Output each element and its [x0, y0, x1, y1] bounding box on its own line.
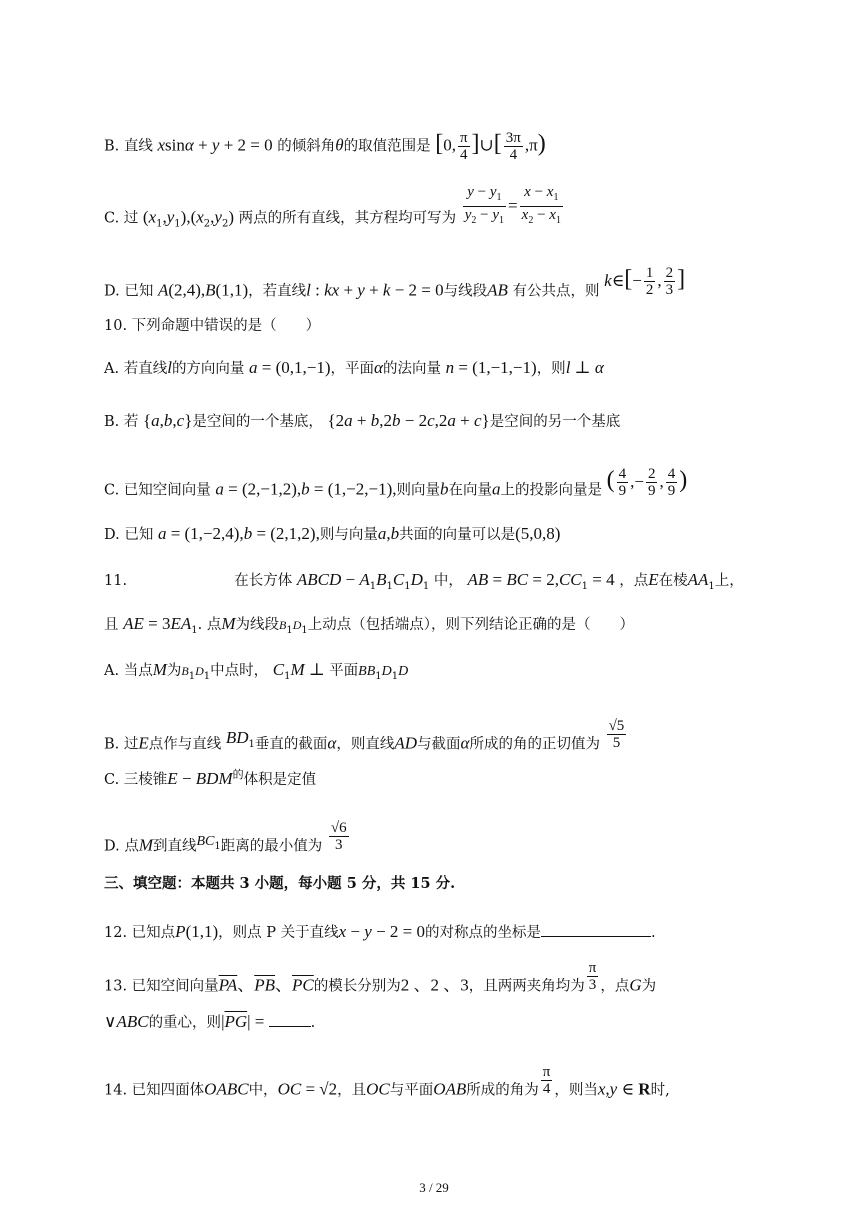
- option-10b: B. 若 {a,b,c}是空间的一个基底， {2a + b,2b − 2c,2a + c}是空间的另一个基底: [104, 411, 621, 430]
- section-heading: 三、填空题：本题共 3 小题，每小题 5 分，共 15 分.: [104, 875, 456, 892]
- text: 垂直的截面: [254, 736, 328, 753]
- text: 上的投影向量是: [500, 482, 602, 499]
- option-label: A. 若直线: [104, 361, 168, 377]
- text: 上，: [714, 573, 744, 589]
- text: ，则点 P 关于直线: [218, 925, 339, 941]
- text: 点作与直线: [148, 736, 222, 753]
- text: 与截面: [417, 736, 461, 753]
- text: 平面: [329, 663, 359, 679]
- text: ，则当: [554, 1082, 598, 1099]
- text: ，且: [337, 1082, 367, 1099]
- text: 是空间的另一个基底: [489, 414, 621, 430]
- text: 在长方体: [234, 573, 293, 589]
- text: 中，: [433, 573, 463, 589]
- question-11: 11. 在长方体 ABCD − $A_1B_1C_1D_1$ 中， AB = BC = $2,CC_1 = 4$ ，点E在棱$AA_1$上，: [104, 570, 744, 592]
- text: ，则: [536, 361, 566, 377]
- text: ，且两两夹角均为: [468, 978, 585, 995]
- option-11c: C. 三棱锥$E - BDM^的$体积是定值: [104, 768, 317, 788]
- text: 的模长分别为: [313, 978, 401, 995]
- page-number: 3 / 29: [419, 1180, 449, 1195]
- text: 的法向量: [382, 361, 441, 377]
- answer-blank[interactable]: [541, 922, 651, 937]
- text: 的: [232, 768, 244, 781]
- option-label: B. 过: [104, 736, 139, 753]
- option-label: C. 已知空间向量: [104, 482, 211, 499]
- text: 在棱: [658, 573, 688, 589]
- text: 12. 已知点: [104, 925, 176, 941]
- option-label: A. 当点: [104, 663, 153, 679]
- text: 的对称点的坐标是: [425, 925, 541, 941]
- text: 13. 已知空间向量: [104, 978, 219, 995]
- text: 为线段: [235, 617, 280, 633]
- text: 所成的角为: [466, 1082, 539, 1099]
- answer-blank[interactable]: [269, 1012, 311, 1027]
- text: ，点: [619, 573, 649, 589]
- text: 时,: [650, 1082, 670, 1099]
- option-label: B. 直线: [104, 138, 153, 155]
- option-9c: C. 过 $(x_1,y_1),(x_2,y_2)$ 两点的所有直线，其方程均可写为 $\frac{y - y_1}{y_2 - y_1}$ = $\frac{x - x_1}{x_2 - x_1}$: [104, 184, 561, 230]
- text: 有公共点，则: [512, 283, 600, 300]
- text: 的倾斜角: [277, 138, 336, 155]
- text: 与平面: [389, 1082, 434, 1099]
- option-9d: D. 已知 A(2,4),B(1,1)，若直线l : kx + y + k − 2 = 0与线段AB 有公共点，则 k∈[− $\frac{1}{2}$ , $\frac{2}{3}$ ]: [104, 265, 686, 300]
- question-13: 13. 已知空间向量$\overline{PA}$、$\overline{PB}$、$\overline{PC}$的模长分别为2 、2 、3，且两两夹角均为 $\frac{\pi}{3}$ ，点G为: [104, 960, 657, 995]
- text: 两点的所有直线，其方程均可写为: [238, 210, 457, 227]
- text: 共面的向量可以是: [399, 527, 516, 543]
- option-9b: B. 直线 xsinα + y + 2 = 0 的倾斜角θ的取值范围是 [0, $\frac{\pi}{4}$ ]∪[ $\frac{3\pi}{4}$ ,π): [104, 130, 546, 163]
- text: 的重心，则: [148, 1015, 222, 1031]
- option-10c: C. 已知空间向量 a = (2,−1,2),b = (1,−2,−1),则向量b在向量a上的投影向量是 ( $\frac{4}{9}$ ,− $\frac{2}{9}$ , $\frac{4}{9}$ ): [104, 466, 688, 499]
- option-10a: A. 若直线l的方向向量 a = (0,1,−1)，平面α的法向量 n = (1,−1,−1)，则l ⊥ α: [104, 358, 604, 377]
- text: 到直线: [153, 838, 197, 855]
- option-label: B. 若: [104, 414, 139, 430]
- question-13-line2: ∨ABC的重心，则$|\overline{PG}|$ = .: [104, 1012, 316, 1031]
- text: 14. 已知四面体: [104, 1082, 205, 1099]
- question-12: 12. 已知点P(1,1)，则点 P 关于直线x − y − 2 = 0的对称点的坐标是 .: [104, 922, 656, 941]
- text: 所成的角的正切值为: [469, 736, 600, 753]
- text: 且: [104, 617, 119, 633]
- text: 在向量: [448, 482, 492, 499]
- text: 的取值范围是: [343, 138, 431, 155]
- text: ，点: [600, 978, 630, 995]
- text: 距离的最小值为: [220, 838, 323, 855]
- text: 为: [641, 978, 657, 995]
- text: 体积是定值: [243, 771, 317, 788]
- option-11b: B. 过E点作与直线 $BD_1$垂直的截面α，则直线AD与截面α所成的角的正切值为 $\frac{√5}{5}$: [104, 718, 625, 753]
- text: 则与向量: [319, 527, 378, 543]
- option-label: D. 点: [104, 838, 139, 855]
- option-label: C. 三棱锥: [104, 771, 168, 788]
- question-14: 14. 已知四面体OABC中，OC = √2，且OC与平面OAB所成的角为 $\frac{\pi}{4}$ ，则当x,y ∈ R时,: [104, 1064, 670, 1099]
- option-11d: D. 点M到直线$BC_1$距离的最小值为 $\frac{√6}{3}$: [104, 820, 347, 855]
- text: 与线段: [443, 283, 488, 300]
- text: 为: [166, 663, 182, 679]
- option-11a: A. 当点M为$B_1D_1$中点时， $C_1M$ ⊥ 平面$BB_1D_1D$: [104, 660, 409, 682]
- option-label: C. 过: [104, 210, 139, 227]
- option-label: D. 已知: [104, 527, 154, 543]
- text: 是空间的一个基底，: [192, 414, 323, 430]
- text: 中，: [248, 1082, 278, 1099]
- option-10d: D. 已知 a = (1,−2,4),b = (2,1,2),则与向量a,b共面的向量可以是(5,0,8): [104, 524, 561, 543]
- question-11-line2: 且 AE = $3EA_1$. 点M为线段$B_1D_1$上动点（包括端点），则下列结论正确的是（ ）: [104, 614, 635, 636]
- text: . 点: [197, 617, 222, 633]
- text: 则向量: [396, 482, 440, 499]
- math-expr: x: [157, 135, 166, 155]
- text: ，若直线: [248, 283, 307, 300]
- text: 中点时，: [210, 663, 269, 679]
- text: 上动点（包括端点），则下列结论正确的是（ ）: [307, 617, 635, 633]
- text: 的方向向量: [171, 361, 245, 377]
- question-number: 11.: [104, 573, 128, 589]
- text: ，则直线: [336, 736, 395, 753]
- question-10: 10. 下列命题中错误的是（ ）: [104, 318, 321, 334]
- text: ，平面: [330, 361, 375, 377]
- option-label: D. 已知: [104, 283, 154, 300]
